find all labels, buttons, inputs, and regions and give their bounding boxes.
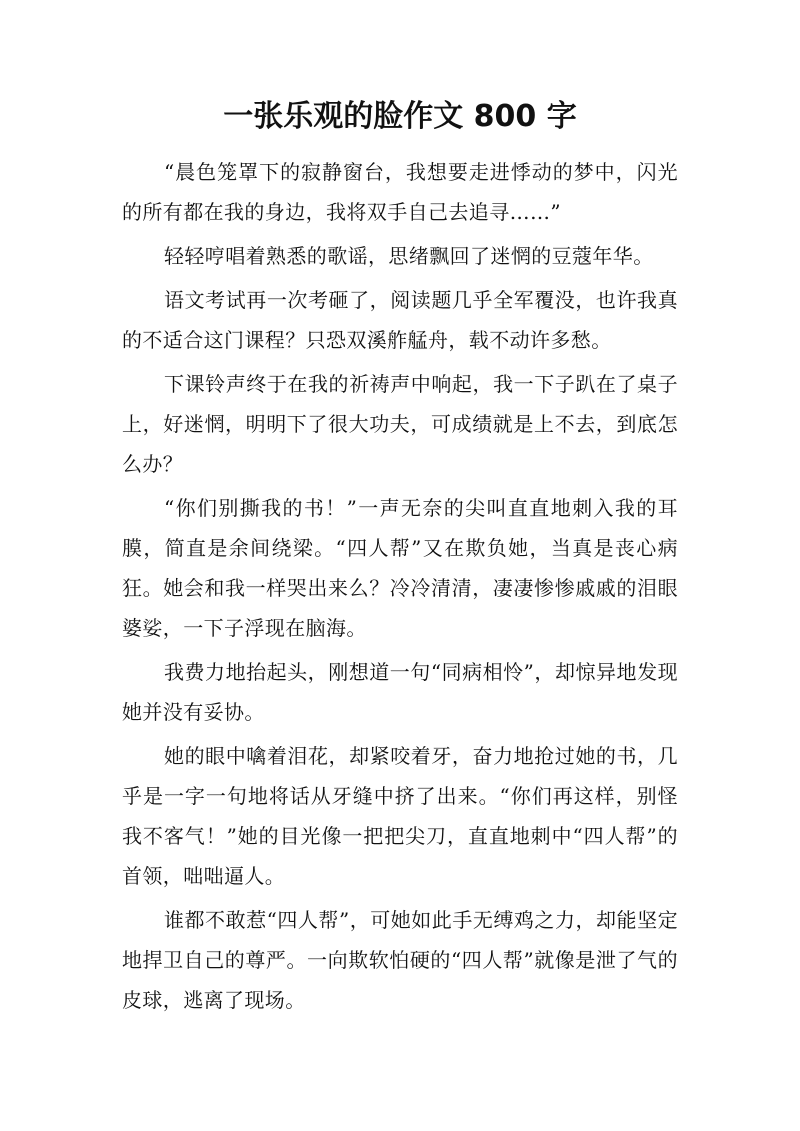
document-body [122,152,678,1024]
paragraph-5: “你们别撕我的书！”一声无奈的尖叫直直地刺入我的耳膜，简直是余间绕梁。“四人帮”又在欺负她，当真是丧心病狂。她会和我一样哭出来么？冷冷清清，凄凄惨惨戚戚的泪眼婆娑，一下子浮现在脑海。 [122,496,678,640]
paragraph-7: 她的眼中噙着泪花，却紧咬着牙，奋力地抢过她的书，几乎是一字一句地将话从牙缝中挤了出来。“你们再这样，别怪我不客气！”她的目光像一把把尖刀，直直地刺中“四人帮”的首领，咄咄逼人。 [122,744,678,888]
paragraph-2: 轻轻哼唱着熟悉的歌谣，思绪飘回了迷惘的豆蔻年华。 [164,244,654,268]
paragraph-3: 语文考试再一次考砸了，阅读题几乎全军覆没，也许我真的不适合这门课程？只恐双溪舴艋舟，载不动许多愁。 [122,288,678,352]
paragraph-1: “晨色笼罩下的寂静窗台，我想要走进悸动的梦中，闪光的所有都在我的身边，我将双手自己去追寻……” [122,160,678,224]
paragraph-4: 下课铃声终于在我的祈祷声中响起，我一下子趴在了桌子上，好迷惘，明明下了很大功夫，可成绩就是上不去，到底怎么办？ [122,372,678,476]
paragraph-6: 我费力地抬起头，刚想道一句“同病相怜”，却惊异地发现她并没有妥协。 [122,660,678,724]
paragraph-8: 谁都不敢惹“四人帮”，可她如此手无缚鸡之力，却能坚定地捍卫自己的尊严。一向欺软怕硬的“四人帮”就像是泄了气的皮球，逃离了现场。 [122,908,678,1012]
document-title: 一张乐观的脸作文 800 字 [223,99,577,134]
